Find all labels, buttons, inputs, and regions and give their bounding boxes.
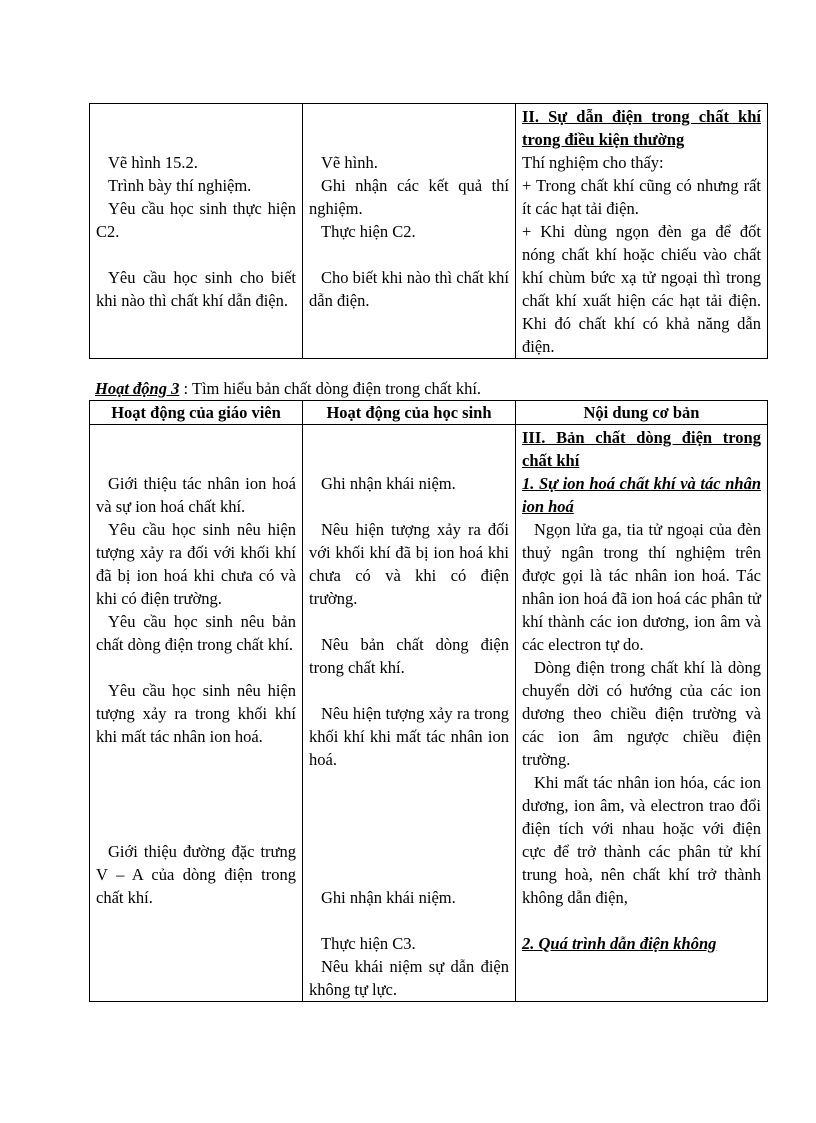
teacher-step: Yêu cầu học sinh nêu hiện tượng xảy ra trong khối khí khi mất tác nhân ion hoá. — [96, 681, 296, 746]
content-paragraph: Thí nghiệm cho thấy: — [522, 153, 664, 172]
student-step: Vẽ hình. — [321, 153, 378, 172]
activity-label: Hoạt động 3 — [95, 379, 180, 398]
teacher-step: Vẽ hình 15.2. — [108, 153, 198, 172]
section-heading: III. Bản chất dòng điện trong chất khí — [522, 428, 761, 470]
student-step: Nêu hiện tượng xảy ra đối với khối khí đã bị ion hoá khi chưa có và khi có điện trường. — [309, 520, 509, 608]
table-continued — [89, 103, 768, 359]
teacher-step: Giới thiệu đường đặc trưng V – A của dòng điện trong chất khí. — [96, 842, 296, 907]
teacher-step: Yêu cầu học sinh nêu hiện tượng xảy ra đối với khối khí đã bị ion hoá khi chưa có và khi có điện trường. — [96, 520, 296, 608]
student-step: Thực hiện C2. — [321, 222, 416, 241]
student-step: Cho biết khi nào thì chất khí dẫn điện. — [309, 268, 509, 310]
table-header-row — [90, 401, 768, 425]
student-activity-cell — [303, 104, 516, 359]
content-cell — [516, 425, 768, 1002]
teacher-step: Yêu cầu học sinh nêu bản chất dòng điện trong chất khí. — [96, 612, 296, 654]
header-content: Nội dung cơ bản — [516, 401, 768, 425]
subsection-heading: 2. Quá trình dẫn điện không — [522, 934, 717, 953]
student-step: Nêu hiện tượng xảy ra trong khối khí khi mất tác nhân ion hoá. — [309, 704, 509, 769]
subsection-heading: 1. Sự ion hoá chất khí và tác nhân ion hoá — [522, 474, 761, 516]
content-paragraph: + Khi dùng ngọn đèn ga để đốt nóng chất khí hoặc chiếu vào chất khí chùm bức xạ tử ngoại thì trong chất khí xuất hiện các hạt tải điện. Khi đó chất khí có khả năng dẫn điện. — [522, 222, 761, 356]
teacher-step: Yêu cầu học sinh cho biết khi nào thì chất khí dẫn điện. — [96, 268, 296, 310]
student-step: Nêu bản chất dòng điện trong chất khí. — [309, 635, 509, 677]
student-step: Ghi nhận các kết quả thí nghiệm. — [309, 176, 509, 218]
teacher-step: Giới thiệu tác nhân ion hoá và sự ion hoá chất khí. — [96, 474, 296, 516]
student-step: Nêu khái niệm sự dẫn điện không tự lực. — [309, 957, 509, 999]
content-paragraph: Khi mất tác nhân ion hóa, các ion dương, ion âm, và electron trao đổi điện tích với nhau hoặc với điện cực để trở thành các phân tử khí trung hoà, nên chất khí trở thành không dẫn điện, — [522, 773, 761, 907]
content-paragraph: + Trong chất khí cũng có nhưng rất ít các hạt tải điện. — [522, 176, 761, 218]
teacher-activity-cell — [90, 104, 303, 359]
teacher-step: Yêu cầu học sinh thực hiện C2. — [96, 199, 296, 241]
content-paragraph: Dòng điện trong chất khí là dòng chuyển dời có hướng của các ion dương theo chiều điện trường và các ion âm ngược chiều điện trường. — [522, 658, 761, 769]
section-heading: II. Sự dẫn điện trong chất khí trong điều kiện thường — [522, 107, 761, 149]
header-student: Hoạt động của học sinh — [303, 401, 516, 425]
teacher-step: Trình bày thí nghiệm. — [108, 176, 252, 195]
student-step: Ghi nhận khái niệm. — [321, 474, 456, 493]
student-step: Ghi nhận khái niệm. — [321, 888, 456, 907]
content-cell — [516, 104, 768, 359]
student-step: Thực hiện C3. — [321, 934, 416, 953]
student-activity-cell — [303, 425, 516, 1002]
header-teacher: Hoạt động của giáo viên — [90, 401, 303, 425]
activity-table — [89, 400, 768, 1002]
content-paragraph: Ngọn lửa ga, tia tử ngoại của đèn thuỷ ngân trong thí nghiệm trên được gọi là tác nhân ion hoá. Tác nhân ion hoá đã ion hoá các phân tử khí thành các ion dương, ion âm và các electron tự do. — [522, 520, 761, 654]
activity-heading — [95, 378, 481, 400]
teacher-activity-cell — [90, 425, 303, 1002]
activity-text: : Tìm hiểu bản chất dòng điện trong chất khí. — [179, 379, 482, 398]
